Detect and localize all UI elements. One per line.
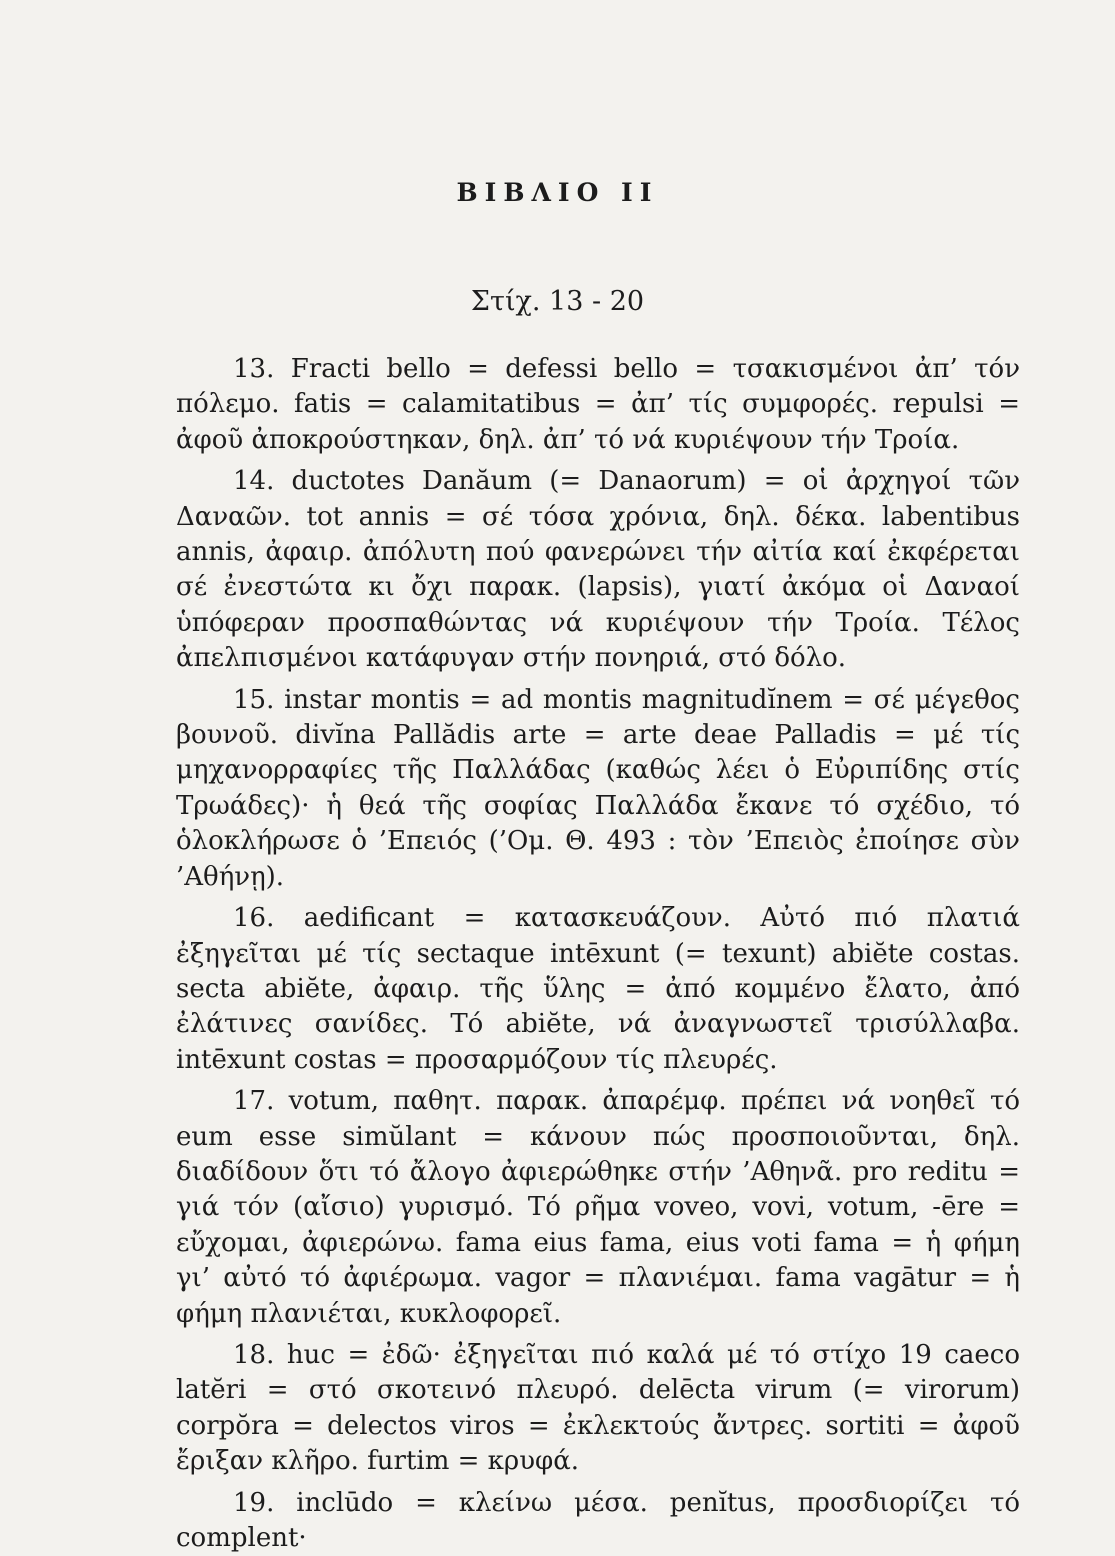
commentary-paragraph-18: 18. huc = ἐδῶ· ἐξηγεῖται πιό καλά μέ τό στίχο 19 caeco latĕri = στό σκοτεινό πλευρό. delēcta virum (= virorum) corpŏra = delectos viros = ἐκλεκτούς ἄντρες. sortiti = ἀφοῦ ἔριξαν κλῆρο. furtim = κρυφά.: [176, 1339, 1020, 1477]
commentary-paragraph-16: 16. aedificant = κατασκευάζουν. Αὐτό πιό πλατιά ἐξηγεῖται μέ τίς sectaque intēxunt (= texunt) abiĕte costas. secta abiĕte, ἀφαιρ. τῆς ὕλης = ἀπό κομμένο ἔλατο, ἀπό ἐλάτινες σανίδες. Τό abiĕte, νά ἀναγνωστεῖ τρισύλλαβα. intēxunt costas = προσαρμόζουν τίς πλευρές.: [176, 903, 1020, 1075]
commentary-paragraph-19: 19. inclūdo = κλείνω μέσα. penĭtus, προσδιορίζει τό complent·: [176, 1487, 1020, 1553]
commentary-body: [176, 352, 1020, 1556]
commentary-paragraph-13: 13. Fracti bello = defessi bello = τσακισμένοι ἀπ’ τόν πόλεμο. fatis = calamitatibus = ἀπ’ τίς συμφορές. repulsi = ἀφοῦ ἀποκρούστηκαν, δηλ. ἀπ’ τό νά κυριέψουν τήν Τροία.: [176, 354, 1020, 455]
commentary-paragraph-17: 17. votum, παθητ. παρακ. ἀπαρέμφ. πρέπει νά νοηθεῖ τό eum esse simŭlant = κάνουν πώς προσποιοῦνται, δηλ. διαδίδουν ὅτι τό ἄλογο ἀφιερώθηκε στήν ’Αθηνᾶ. pro reditu = γιά τόν (αἴσιο) γυρισμό. Τό ρῆμα voveo, vovi, votum, -ēre = εὔχομαι, ἀφιερώνω. fama eius fama, eius voti fama = ἡ φήμη γι’ αὐτό τό ἀφιέρωμα. vagor = πλανιέμαι. fama vagātur = ἡ φήμη πλανιέται, κυκλοφορεῖ.: [176, 1086, 1020, 1329]
commentary-paragraph-14: 14. ductotes Danăum (= Danaorum) = οἱ ἀρχηγοί τῶν Δαναῶν. tot annis = σέ τόσα χρόνια, δηλ. δέκα. labentibus annis, ἀφαιρ. ἀπόλυτη πού φανερώνει τήν αἰτία καί ἐκφέρεται σέ ἐνεστώτα κι ὄχι παρακ. (lapsis), γιατί ἀκόμα οἱ Δαναοί ὑπόφεραν προσπαθώντας νά κυριέψουν τήν Τροία. Τέλος ἀπελπισμένοι κατάφυγαν στήν πονηριά, στό δόλο.: [176, 466, 1020, 674]
verse-range-heading: Στίχ. 13 - 20: [470, 286, 645, 317]
commentary-paragraph-15: 15. instar montis = ad montis magnitudĭnem = σέ μέγεθος βουνοῦ. divĭna Pallădis arte = arte deae Palladis = μέ τίς μηχανορραφίες τῆς Παλλάδας (καθώς λέει ὁ Εὐριπίδης στίς Τρωάδες)· ἡ θεά τῆς σοφίας Παλλάδα ἔκανε τό σχέδιο, τό ὁλοκλήρωσε ὁ ’Επειός (’Ομ. Θ. 493 : τὸν ’Επειὸς ἐποίησε σὺν ’Αθήνῃ).: [176, 684, 1020, 892]
book-section-header: ΒΙΒΛΙΟ ΙΙ: [456, 178, 659, 207]
